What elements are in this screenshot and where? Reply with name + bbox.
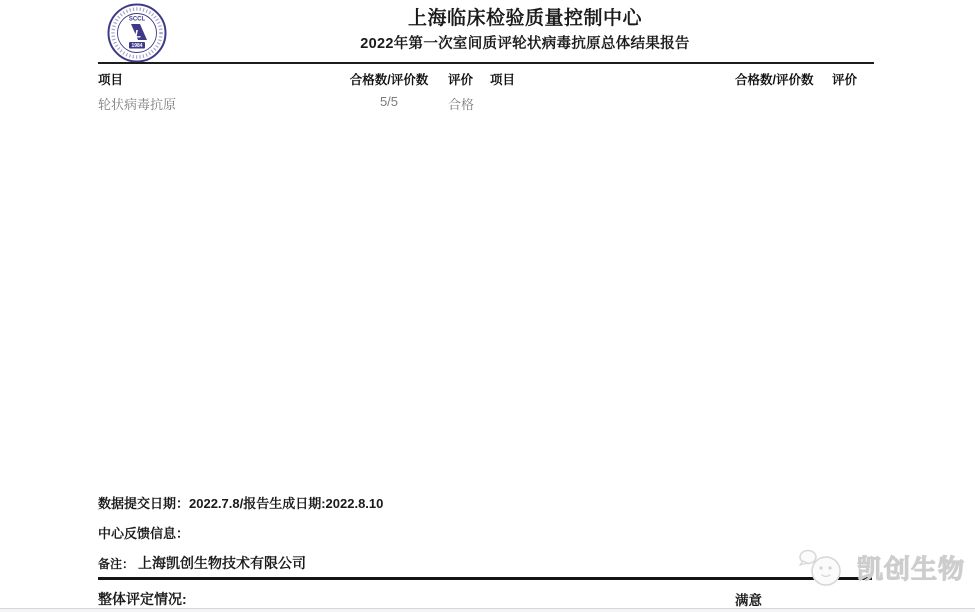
col-header-ratio-left: 合格数/评价数	[349, 73, 429, 87]
logo-year-text: 1984	[131, 43, 143, 49]
page-bottom-edge	[0, 608, 975, 612]
logo-emblem-letter: L	[134, 28, 142, 41]
dates-line: 数据提交日期：2022.7.8/报告生成日期:2022.8.10	[98, 496, 384, 511]
row-pass-ratio: 5/5	[379, 94, 399, 109]
brand-watermark	[795, 547, 965, 589]
overall-assessment-label: 整体评定情况:	[98, 591, 187, 607]
watermark-brand-text: 凯创生物	[857, 554, 966, 584]
subtitle-row	[75, 32, 975, 53]
row-item-name: 轮状病毒抗原	[98, 97, 177, 112]
mascot-icon	[795, 547, 853, 589]
remark-label: 备注：	[98, 557, 135, 571]
row-evaluation: 合格	[448, 97, 475, 112]
col-header-item-left: 项目	[98, 73, 124, 87]
col-header-eval-left: 评价	[448, 73, 474, 87]
col-header-item-right: 项目	[490, 73, 516, 87]
col-header-ratio-right: 合格数/评价数	[735, 73, 814, 87]
col-header-eval-right: 评价	[832, 73, 858, 87]
remark-company: 上海凯创生物技术有限公司	[138, 555, 307, 571]
report-subtitle: 2022年第一次室间质评轮状病毒抗原总体结果报告	[360, 36, 690, 52]
page-title: 上海临床检验质量控制中心	[407, 8, 642, 29]
center-feedback-label: 中心反馈信息：	[98, 526, 190, 541]
footer-divider-rule	[98, 577, 872, 580]
table-top-rule	[98, 62, 874, 64]
logo-abbr-text: SCCL	[128, 16, 146, 23]
title-row	[75, 3, 975, 30]
remark-row	[98, 553, 306, 573]
overall-assessment-value: 满意	[735, 593, 762, 608]
